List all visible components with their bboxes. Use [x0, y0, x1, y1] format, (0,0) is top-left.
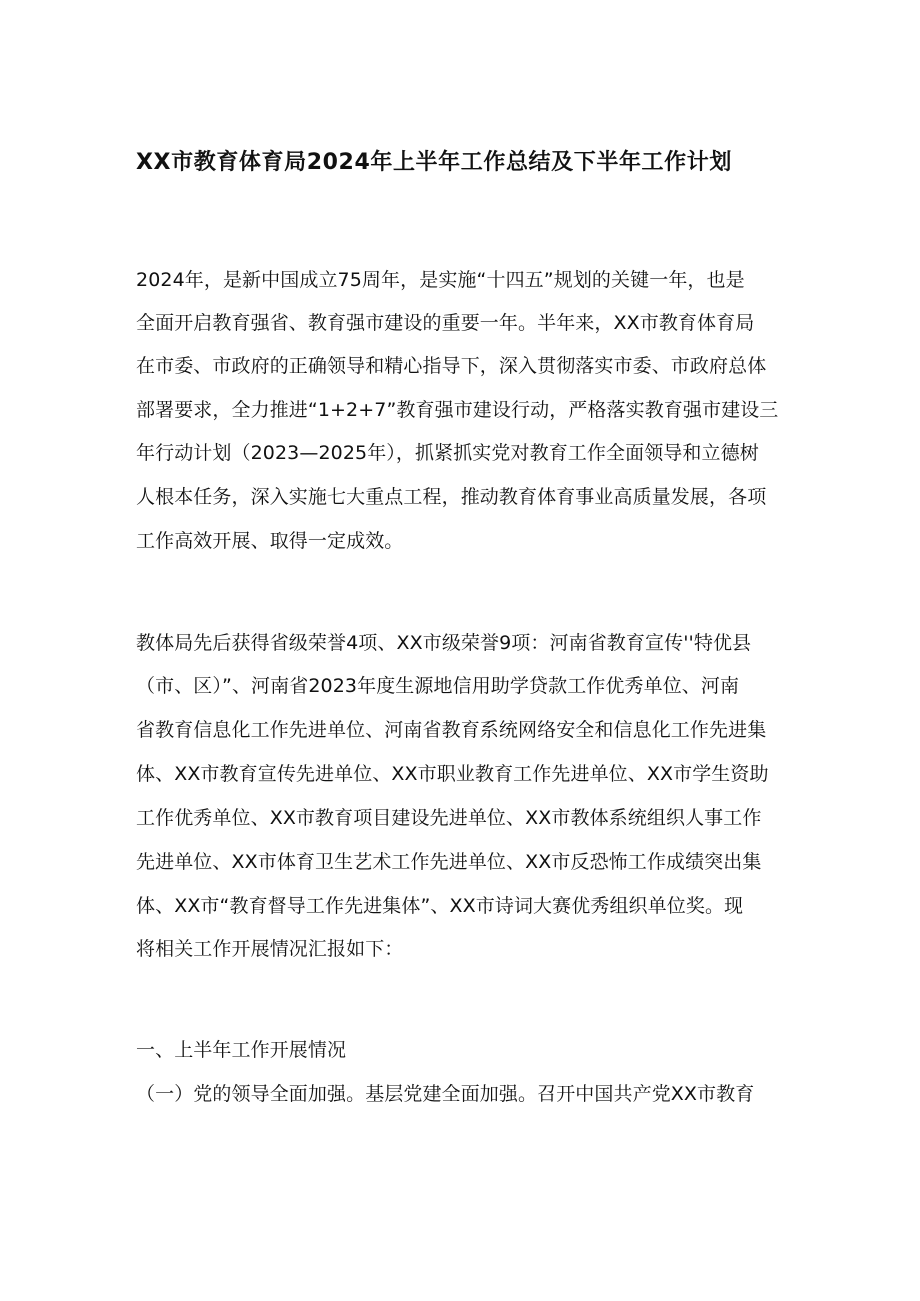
- para2-line: 体、XX市教育宣传先进单位、XX市职业教育工作先进单位、XX市学生资助: [136, 763, 769, 785]
- para1-line: 2024年，是新中国成立75周年，是实施“十四五”规划的关键一年，也是: [136, 269, 745, 291]
- para2-line: 体、XX市“教育督导工作先进集体”、XX市诗词大赛优秀组织单位奖。现: [136, 895, 744, 917]
- para1-line: 在市委、市政府的正确领导和精心指导下，深入贯彻落实市委、市政府总体: [136, 355, 767, 377]
- para1-line: 部署要求，全力推进“1+2+7”教育强市建设行动，严格落实教育强市建设三: [136, 399, 779, 421]
- para2-line: 教体局先后获得省级荣誉4项、XX市级荣誉9项：河南省教育宣传''特优县: [136, 632, 752, 654]
- document-title: XX市教育体育局2024年上半年工作总结及下半年工作计划: [136, 150, 732, 175]
- para1-line: 全面开启教育强省、教育强市建设的重要一年。半年来，XX市教育体育局: [136, 312, 755, 334]
- para2-line: 先进单位、XX市体育卫生艺术工作先进单位、XX市反恐怖工作成绩突出集: [136, 851, 762, 873]
- para1-line: 人根本任务，深入实施七大重点工程，推动教育体育事业高质量发展，各项: [136, 486, 767, 508]
- section-heading: 一、上半年工作开展情况: [136, 1039, 347, 1061]
- para1-line: 年行动计划（2023—2025年），抓紧抓实党对教育工作全面领导和立德树: [136, 442, 759, 464]
- para2-line: （市、区）”、河南省2023年度生源地信用助学贷款工作优秀单位、河南: [136, 675, 740, 697]
- para2-line: 将相关工作开展情况汇报如下：: [136, 938, 404, 960]
- para2-line: 省教育信息化工作先进单位、河南省教育系统网络安全和信息化工作先进集: [136, 719, 767, 741]
- para2-line: 工作优秀单位、XX市教育项目建设先进单位、XX市教体系统组织人事工作: [136, 807, 762, 829]
- para1-line: 工作高效开展、取得一定成效。: [136, 530, 404, 552]
- section-line: （一）党的领导全面加强。基层党建全面加强。召开中国共产党XX市教育: [136, 1083, 755, 1105]
